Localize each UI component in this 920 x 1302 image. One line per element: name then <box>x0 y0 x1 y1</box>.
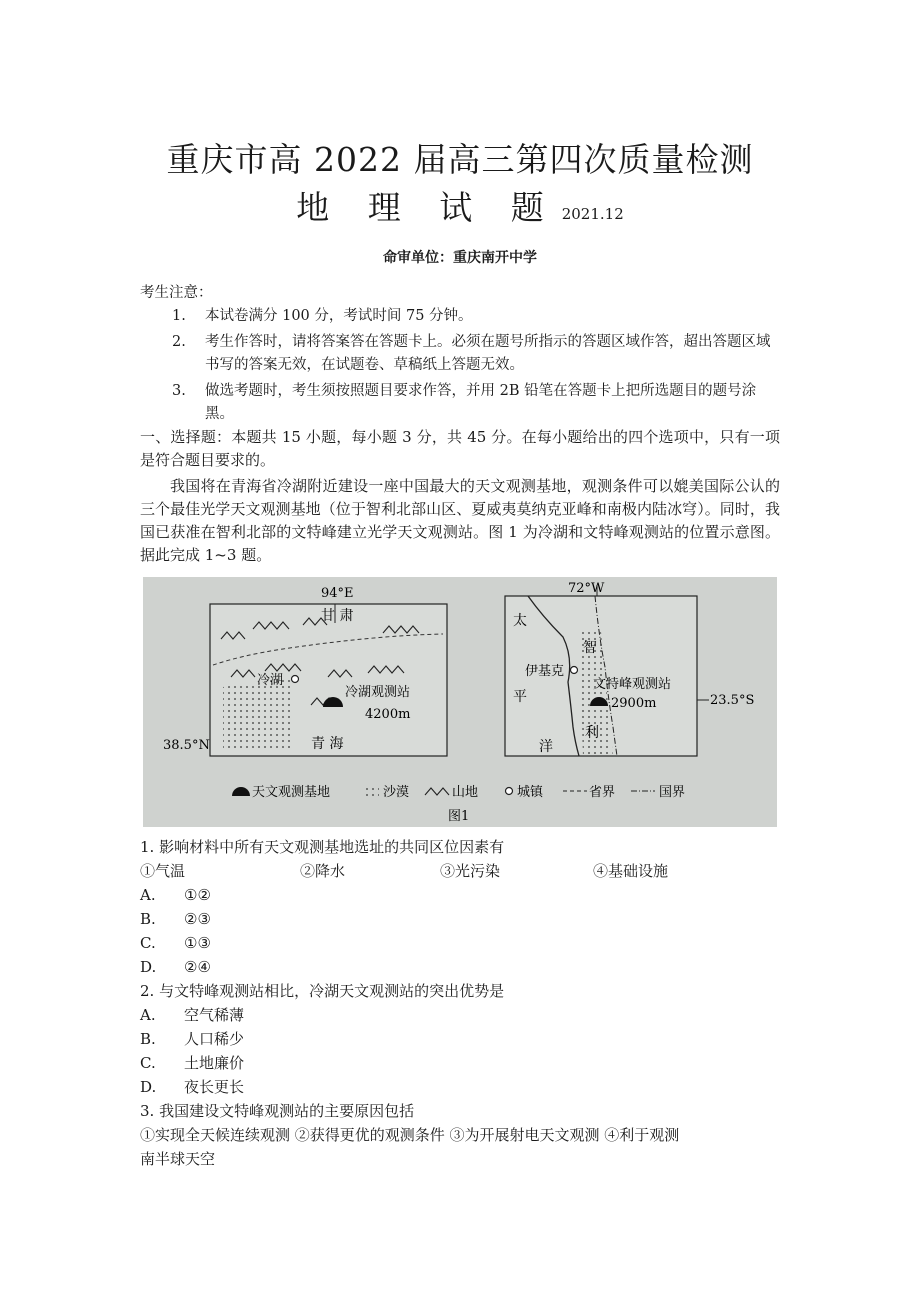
gansu-label: 甘 肃 <box>321 608 354 624</box>
notice-num: 3. <box>172 383 186 399</box>
option-key: C. <box>140 934 156 952</box>
option-key: D. <box>140 1078 157 1096</box>
desert-area <box>223 677 293 752</box>
q1-factor: ①气温 <box>140 862 186 880</box>
option-text: ①② <box>184 886 211 904</box>
iquique-label: 伊基克 <box>525 664 565 679</box>
option-key: C. <box>140 1054 156 1072</box>
notice-heading: 考生注意： <box>140 285 213 301</box>
lenghu-label: 冷湖 <box>257 673 284 688</box>
exam-date: 2021.12 <box>561 205 624 223</box>
lat-label-23s: 23.5°S <box>710 693 755 708</box>
legend-desert: 沙漠 <box>383 785 410 800</box>
figure-1 <box>143 577 777 827</box>
q3-stem: 3. 我国建设文特峰观测站的主要原因包括 <box>140 1102 415 1120</box>
pacific-label-1: 太 <box>513 613 527 629</box>
legend-mountain-icon <box>425 788 449 795</box>
lat-label-38n: 38.5°N <box>163 738 210 753</box>
option-text: 土地廉价 <box>184 1054 245 1072</box>
chile-label-2: 利 <box>585 725 599 741</box>
lon-label-72w: 72°W <box>568 581 605 596</box>
option-key: A. <box>140 886 156 904</box>
legend-desert-icon <box>365 785 379 797</box>
pacific-label-3: 洋 <box>539 739 553 755</box>
q2-option-d[interactable] <box>140 1076 244 1098</box>
q1-factor: ④基础设施 <box>593 862 669 880</box>
qinghai-label: 青 海 <box>311 736 344 752</box>
legend-national: 国界 <box>659 785 686 800</box>
subject-title <box>0 186 920 236</box>
iquique-town <box>571 667 578 674</box>
subject-name: 地 理 试 题 <box>296 188 558 227</box>
option-key: D. <box>140 958 157 976</box>
q1-option-d[interactable] <box>140 956 211 978</box>
q2-option-b[interactable] <box>140 1028 244 1050</box>
legend-town-icon <box>506 788 513 795</box>
option-key: B. <box>140 1030 156 1048</box>
option-text: 人口稀少 <box>184 1030 245 1048</box>
q3-factors-line1: ①实现全天候连续观测 ②获得更优的观测条件 ③为开展射电天文观测 ④利于观测 <box>140 1126 680 1144</box>
chile-label-1: 智 <box>583 640 597 656</box>
q2-stem: 2. 与文特峰观测站相比，冷湖天文观测站的突出优势是 <box>140 982 505 1000</box>
option-text: 空气稀薄 <box>184 1006 245 1024</box>
option-text: ①③ <box>184 934 211 952</box>
q1-stem: 1. 影响材料中所有天文观测基地选址的共同区位因素有 <box>140 838 505 856</box>
option-text: 夜长更长 <box>184 1078 245 1096</box>
notice-text: 考生作答时，请将答案答在答题卡上。必须在题号所指示的答题区域作答，超出答题区域书写的答案无效，在试题卷、草稿纸上答题无效。 <box>205 334 771 373</box>
location-map <box>143 577 777 827</box>
notice-num: 2. <box>172 334 186 350</box>
exam-title: 重庆市高 2022 届高三第四次质量检测 <box>166 140 754 179</box>
option-text: ②③ <box>184 910 211 928</box>
issuer: 命审单位：重庆南开中学 <box>383 250 537 266</box>
q1-factor: ②降水 <box>300 862 346 880</box>
legend-town: 城镇 <box>517 785 544 800</box>
ventarrones-elevation: 2900m <box>611 696 657 711</box>
lenghu-elevation: 4200m <box>365 707 411 722</box>
q1-option-a[interactable] <box>140 884 211 906</box>
q2-option-a[interactable] <box>140 1004 244 1026</box>
q1-option-b[interactable] <box>140 908 211 930</box>
q2-option-c[interactable] <box>140 1052 244 1074</box>
lon-label-94e: 94°E <box>321 586 354 601</box>
q1-option-c[interactable] <box>140 932 211 954</box>
section-intro: 一、选择题：本题共 15 小题，每小题 3 分，共 45 分。在每小题给出的四个选项中，只有一项是符合题目要求的。 <box>140 428 780 469</box>
legend-observatory: 天文观测基地 <box>252 785 331 800</box>
option-key: B. <box>140 910 156 928</box>
reading-passage: 我国将在青海省冷湖附近建设一座中国最大的天文观测基地，观测条件可以媲美国际公认的三个最佳光学天文观测基地（位于智利北部山区、夏威夷莫纳克亚峰和南极内陆冰穹）。同时，我国已获准在智利北部的文特峰建立光学天文观测站。图 1 为冷湖和文特峰观测站的位置示意图。据此完成 1~3 题。 <box>140 477 780 564</box>
legend-observatory-icon <box>232 787 250 796</box>
lenghu-station-label: 冷湖观测站 <box>345 685 411 700</box>
notice-text: 做选考题时，考生须按照题目要求作答，并用 2B 铅笔在答题卡上把所选题目的题号涂黑。 <box>205 383 757 422</box>
legend-province: 省界 <box>589 785 616 800</box>
figure-caption: 图1 <box>448 809 470 824</box>
option-text: ②④ <box>184 958 211 976</box>
legend-mountain: 山地 <box>452 785 479 800</box>
lenghu-town <box>292 676 299 683</box>
pacific-label-2: 平 <box>513 689 527 705</box>
option-key: A. <box>140 1006 156 1024</box>
notice-num: 1. <box>172 308 186 324</box>
q1-factor: ③光污染 <box>440 862 501 880</box>
notice-text: 本试卷满分 100 分，考试时间 75 分钟。 <box>205 308 473 324</box>
ventarrones-station-label: 文特峰观测站 <box>593 677 672 692</box>
q3-factors-line2: 南半球天空 <box>140 1150 216 1168</box>
